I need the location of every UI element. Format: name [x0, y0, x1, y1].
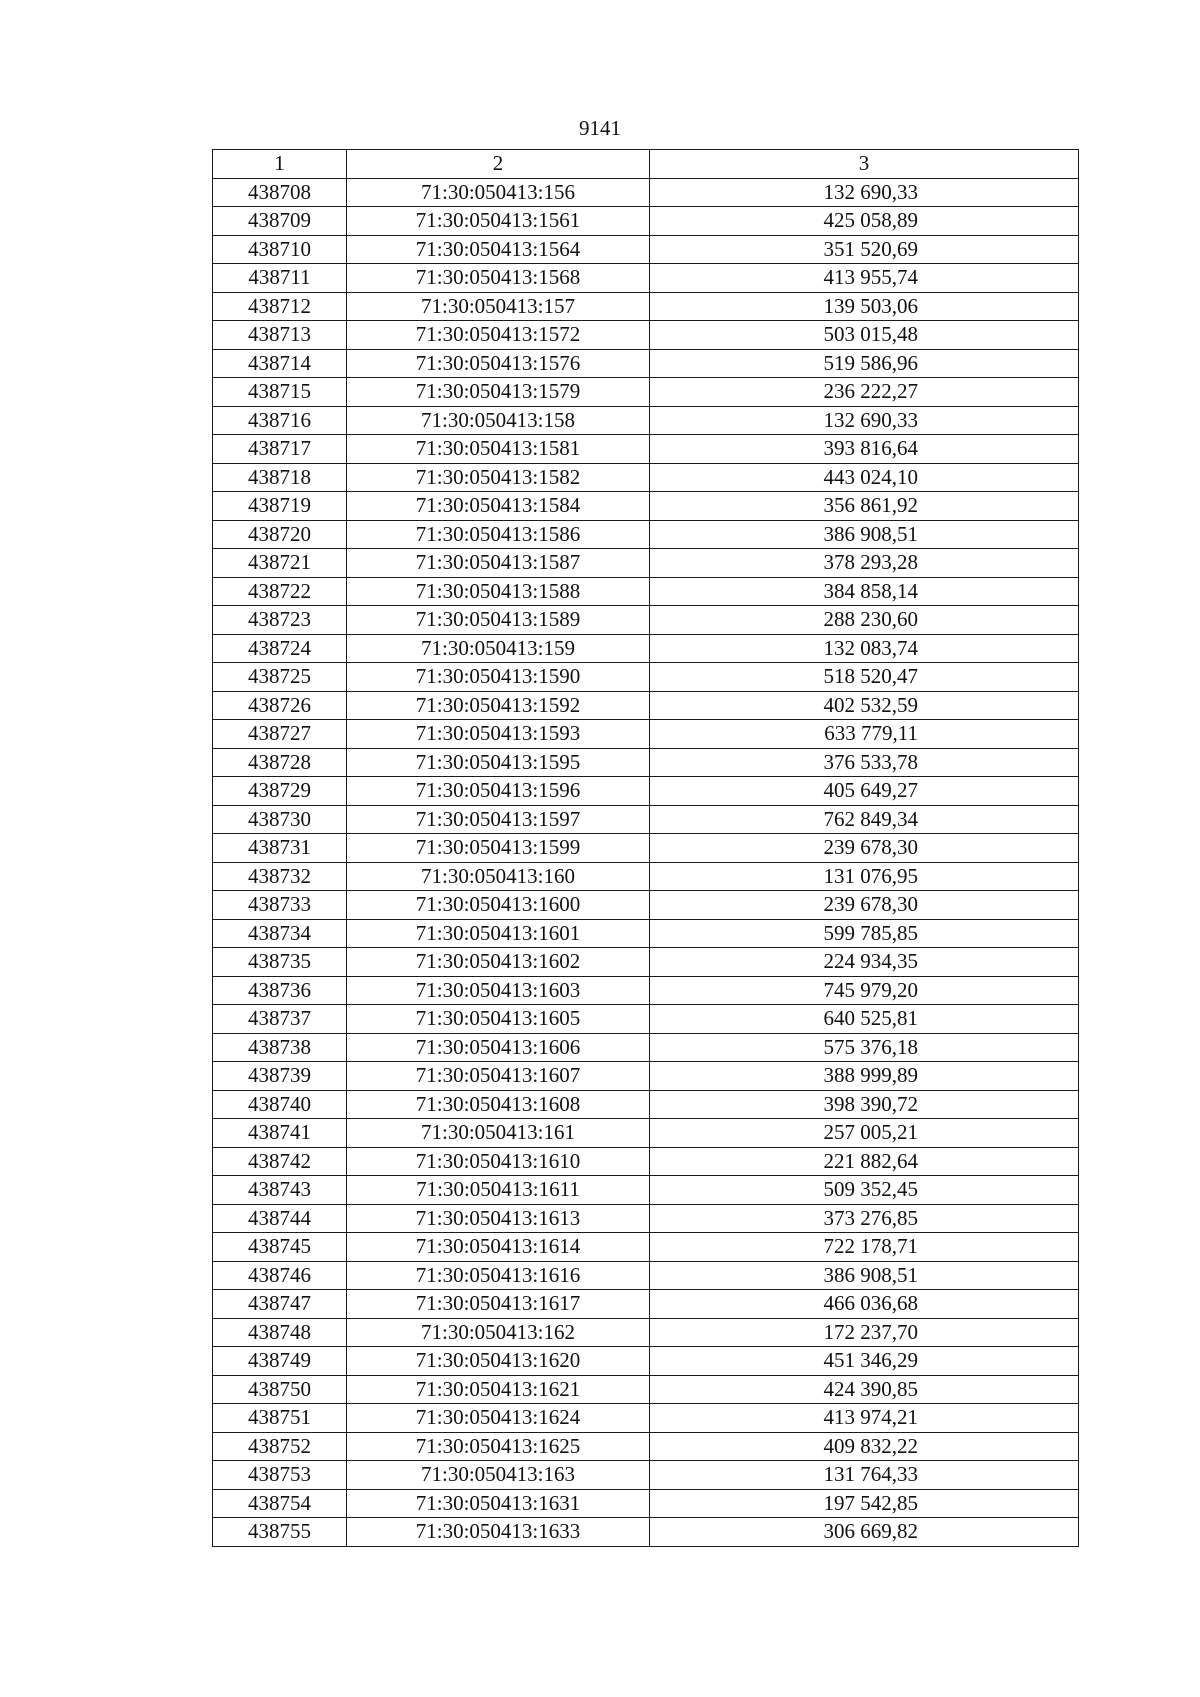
value-cell: 386 908,51	[650, 520, 1079, 549]
row-number-cell: 438718	[213, 463, 347, 492]
cadastral-number-cell: 71:30:050413:1607	[347, 1062, 650, 1091]
row-number-cell: 438726	[213, 691, 347, 720]
row-number-cell: 438751	[213, 1404, 347, 1433]
value-cell: 405 649,27	[650, 777, 1079, 806]
row-number-cell: 438731	[213, 834, 347, 863]
cadastral-number-cell: 71:30:050413:1631	[347, 1489, 650, 1518]
row-number-cell: 438746	[213, 1261, 347, 1290]
table-row	[213, 919, 1079, 948]
value-cell: 131 764,33	[650, 1461, 1079, 1490]
cadastral-number-cell: 71:30:050413:156	[347, 178, 650, 207]
row-number-cell: 438738	[213, 1033, 347, 1062]
value-cell: 132 690,33	[650, 406, 1079, 435]
cadastral-number-cell: 71:30:050413:160	[347, 862, 650, 891]
table-row	[213, 1233, 1079, 1262]
row-number-cell: 438717	[213, 435, 347, 464]
value-cell: 466 036,68	[650, 1290, 1079, 1319]
row-number-cell: 438750	[213, 1375, 347, 1404]
value-cell: 356 861,92	[650, 492, 1079, 521]
value-cell: 409 832,22	[650, 1432, 1079, 1461]
row-number-cell: 438721	[213, 549, 347, 578]
cadastral-number-cell: 71:30:050413:1564	[347, 235, 650, 264]
column-header-3: 3	[650, 150, 1079, 179]
value-cell: 288 230,60	[650, 606, 1079, 635]
value-cell: 388 999,89	[650, 1062, 1079, 1091]
cadastral-number-cell: 71:30:050413:1624	[347, 1404, 650, 1433]
value-cell: 257 005,21	[650, 1119, 1079, 1148]
table-row	[213, 1062, 1079, 1091]
table-row	[213, 207, 1079, 236]
table-row	[213, 349, 1079, 378]
table-row	[213, 862, 1079, 891]
cadastral-number-cell: 71:30:050413:1568	[347, 264, 650, 293]
table-row	[213, 634, 1079, 663]
value-cell: 224 934,35	[650, 948, 1079, 977]
table-row	[213, 577, 1079, 606]
row-number-cell: 438752	[213, 1432, 347, 1461]
value-cell: 132 083,74	[650, 634, 1079, 663]
table-row	[213, 292, 1079, 321]
table-row	[213, 606, 1079, 635]
row-number-cell: 438711	[213, 264, 347, 293]
cadastral-number-cell: 71:30:050413:1582	[347, 463, 650, 492]
header-row	[213, 150, 1079, 179]
table-row	[213, 264, 1079, 293]
table-row	[213, 1318, 1079, 1347]
table-header	[213, 150, 1079, 179]
cadastral-number-cell: 71:30:050413:157	[347, 292, 650, 321]
cadastral-number-cell: 71:30:050413:1597	[347, 805, 650, 834]
cadastral-number-cell: 71:30:050413:1595	[347, 748, 650, 777]
cadastral-number-cell: 71:30:050413:1590	[347, 663, 650, 692]
cadastral-number-cell: 71:30:050413:1633	[347, 1518, 650, 1547]
table-row	[213, 805, 1079, 834]
table-row	[213, 976, 1079, 1005]
table-row	[213, 777, 1079, 806]
value-cell: 762 849,34	[650, 805, 1079, 834]
cadastral-number-cell: 71:30:050413:159	[347, 634, 650, 663]
row-number-cell: 438735	[213, 948, 347, 977]
table-row	[213, 235, 1079, 264]
value-cell: 599 785,85	[650, 919, 1079, 948]
table-row	[213, 1347, 1079, 1376]
cadastral-number-cell: 71:30:050413:1611	[347, 1176, 650, 1205]
table-row	[213, 1147, 1079, 1176]
row-number-cell: 438719	[213, 492, 347, 521]
value-cell: 451 346,29	[650, 1347, 1079, 1376]
value-cell: 239 678,30	[650, 834, 1079, 863]
row-number-cell: 438709	[213, 207, 347, 236]
value-cell: 519 586,96	[650, 349, 1079, 378]
cadastral-number-cell: 71:30:050413:1621	[347, 1375, 650, 1404]
value-cell: 503 015,48	[650, 321, 1079, 350]
row-number-cell: 438713	[213, 321, 347, 350]
row-number-cell: 438728	[213, 748, 347, 777]
value-cell: 398 390,72	[650, 1090, 1079, 1119]
cadastral-number-cell: 71:30:050413:1602	[347, 948, 650, 977]
table-row	[213, 178, 1079, 207]
table-row	[213, 1375, 1079, 1404]
value-cell: 413 955,74	[650, 264, 1079, 293]
table-row	[213, 406, 1079, 435]
table-row	[213, 435, 1079, 464]
cadastral-number-cell: 71:30:050413:1579	[347, 378, 650, 407]
column-header-2: 2	[347, 150, 650, 179]
row-number-cell: 438734	[213, 919, 347, 948]
value-cell: 221 882,64	[650, 1147, 1079, 1176]
cadastral-number-cell: 71:30:050413:1587	[347, 549, 650, 578]
value-cell: 640 525,81	[650, 1005, 1079, 1034]
row-number-cell: 438742	[213, 1147, 347, 1176]
table-row	[213, 1461, 1079, 1490]
table-row	[213, 691, 1079, 720]
table-row	[213, 748, 1079, 777]
row-number-cell: 438708	[213, 178, 347, 207]
row-number-cell: 438722	[213, 577, 347, 606]
cadastral-number-cell: 71:30:050413:1603	[347, 976, 650, 1005]
value-cell: 132 690,33	[650, 178, 1079, 207]
cadastral-number-cell: 71:30:050413:1617	[347, 1290, 650, 1319]
table-row	[213, 1261, 1079, 1290]
value-cell: 373 276,85	[650, 1204, 1079, 1233]
cadastral-number-cell: 71:30:050413:1600	[347, 891, 650, 920]
row-number-cell: 438733	[213, 891, 347, 920]
row-number-cell: 438741	[213, 1119, 347, 1148]
row-number-cell: 438743	[213, 1176, 347, 1205]
value-cell: 402 532,59	[650, 691, 1079, 720]
row-number-cell: 438753	[213, 1461, 347, 1490]
cadastral-number-cell: 71:30:050413:1561	[347, 207, 650, 236]
data-table	[212, 149, 1079, 1547]
value-cell: 239 678,30	[650, 891, 1079, 920]
table-row	[213, 1005, 1079, 1034]
cadastral-number-cell: 71:30:050413:1589	[347, 606, 650, 635]
cadastral-number-cell: 71:30:050413:1613	[347, 1204, 650, 1233]
table-row	[213, 891, 1079, 920]
row-number-cell: 438715	[213, 378, 347, 407]
cadastral-number-cell: 71:30:050413:1620	[347, 1347, 650, 1376]
row-number-cell: 438714	[213, 349, 347, 378]
table-row	[213, 1176, 1079, 1205]
value-cell: 351 520,69	[650, 235, 1079, 264]
value-cell: 386 908,51	[650, 1261, 1079, 1290]
table-row	[213, 1033, 1079, 1062]
cadastral-number-cell: 71:30:050413:162	[347, 1318, 650, 1347]
value-cell: 172 237,70	[650, 1318, 1079, 1347]
cadastral-number-cell: 71:30:050413:1605	[347, 1005, 650, 1034]
row-number-cell: 438744	[213, 1204, 347, 1233]
row-number-cell: 438716	[213, 406, 347, 435]
row-number-cell: 438748	[213, 1318, 347, 1347]
cadastral-number-cell: 71:30:050413:1610	[347, 1147, 650, 1176]
table-row	[213, 549, 1079, 578]
value-cell: 393 816,64	[650, 435, 1079, 464]
row-number-cell: 438740	[213, 1090, 347, 1119]
page-number: 9141	[579, 116, 621, 140]
table-body	[213, 178, 1079, 1546]
value-cell: 131 076,95	[650, 862, 1079, 891]
cadastral-number-cell: 71:30:050413:1572	[347, 321, 650, 350]
value-cell: 575 376,18	[650, 1033, 1079, 1062]
cadastral-number-cell: 71:30:050413:1586	[347, 520, 650, 549]
value-cell: 378 293,28	[650, 549, 1079, 578]
cadastral-number-cell: 71:30:050413:1584	[347, 492, 650, 521]
cadastral-number-cell: 71:30:050413:1608	[347, 1090, 650, 1119]
row-number-cell: 438747	[213, 1290, 347, 1319]
row-number-cell: 438755	[213, 1518, 347, 1547]
value-cell: 633 779,11	[650, 720, 1079, 749]
row-number-cell: 438737	[213, 1005, 347, 1034]
cadastral-number-cell: 71:30:050413:1616	[347, 1261, 650, 1290]
table-row	[213, 492, 1079, 521]
cadastral-number-cell: 71:30:050413:1606	[347, 1033, 650, 1062]
cadastral-number-cell: 71:30:050413:1596	[347, 777, 650, 806]
cadastral-number-cell: 71:30:050413:158	[347, 406, 650, 435]
row-number-cell: 438712	[213, 292, 347, 321]
cadastral-number-cell: 71:30:050413:1614	[347, 1233, 650, 1262]
table-row	[213, 1404, 1079, 1433]
value-cell: 236 222,27	[650, 378, 1079, 407]
table-row	[213, 1090, 1079, 1119]
value-cell: 518 520,47	[650, 663, 1079, 692]
table-row	[213, 720, 1079, 749]
row-number-cell: 438723	[213, 606, 347, 635]
row-number-cell: 438720	[213, 520, 347, 549]
cadastral-number-cell: 71:30:050413:1592	[347, 691, 650, 720]
table-row	[213, 378, 1079, 407]
value-cell: 197 542,85	[650, 1489, 1079, 1518]
table-row	[213, 1432, 1079, 1461]
row-number-cell: 438754	[213, 1489, 347, 1518]
row-number-cell: 438729	[213, 777, 347, 806]
value-cell: 509 352,45	[650, 1176, 1079, 1205]
value-cell: 424 390,85	[650, 1375, 1079, 1404]
cadastral-number-cell: 71:30:050413:1581	[347, 435, 650, 464]
cadastral-number-cell: 71:30:050413:1593	[347, 720, 650, 749]
cadastral-number-cell: 71:30:050413:161	[347, 1119, 650, 1148]
cadastral-number-cell: 71:30:050413:1625	[347, 1432, 650, 1461]
table-row	[213, 1290, 1079, 1319]
column-header-1: 1	[213, 150, 347, 179]
value-cell: 306 669,82	[650, 1518, 1079, 1547]
row-number-cell: 438725	[213, 663, 347, 692]
table-row	[213, 463, 1079, 492]
table-row	[213, 663, 1079, 692]
value-cell: 722 178,71	[650, 1233, 1079, 1262]
table-row	[213, 1119, 1079, 1148]
cadastral-number-cell: 71:30:050413:163	[347, 1461, 650, 1490]
row-number-cell: 438749	[213, 1347, 347, 1376]
table-row	[213, 321, 1079, 350]
table-row	[213, 948, 1079, 977]
table-row	[213, 834, 1079, 863]
table-row	[213, 1518, 1079, 1547]
value-cell: 745 979,20	[650, 976, 1079, 1005]
table-row	[213, 1204, 1079, 1233]
cadastral-number-cell: 71:30:050413:1576	[347, 349, 650, 378]
value-cell: 139 503,06	[650, 292, 1079, 321]
row-number-cell: 438732	[213, 862, 347, 891]
row-number-cell: 438724	[213, 634, 347, 663]
row-number-cell: 438736	[213, 976, 347, 1005]
cadastral-number-cell: 71:30:050413:1601	[347, 919, 650, 948]
row-number-cell: 438710	[213, 235, 347, 264]
value-cell: 384 858,14	[650, 577, 1079, 606]
row-number-cell: 438730	[213, 805, 347, 834]
table-row	[213, 1489, 1079, 1518]
value-cell: 443 024,10	[650, 463, 1079, 492]
cadastral-number-cell: 71:30:050413:1588	[347, 577, 650, 606]
value-cell: 413 974,21	[650, 1404, 1079, 1433]
table-row	[213, 520, 1079, 549]
value-cell: 425 058,89	[650, 207, 1079, 236]
cadastral-number-cell: 71:30:050413:1599	[347, 834, 650, 863]
row-number-cell: 438727	[213, 720, 347, 749]
row-number-cell: 438745	[213, 1233, 347, 1262]
value-cell: 376 533,78	[650, 748, 1079, 777]
row-number-cell: 438739	[213, 1062, 347, 1091]
